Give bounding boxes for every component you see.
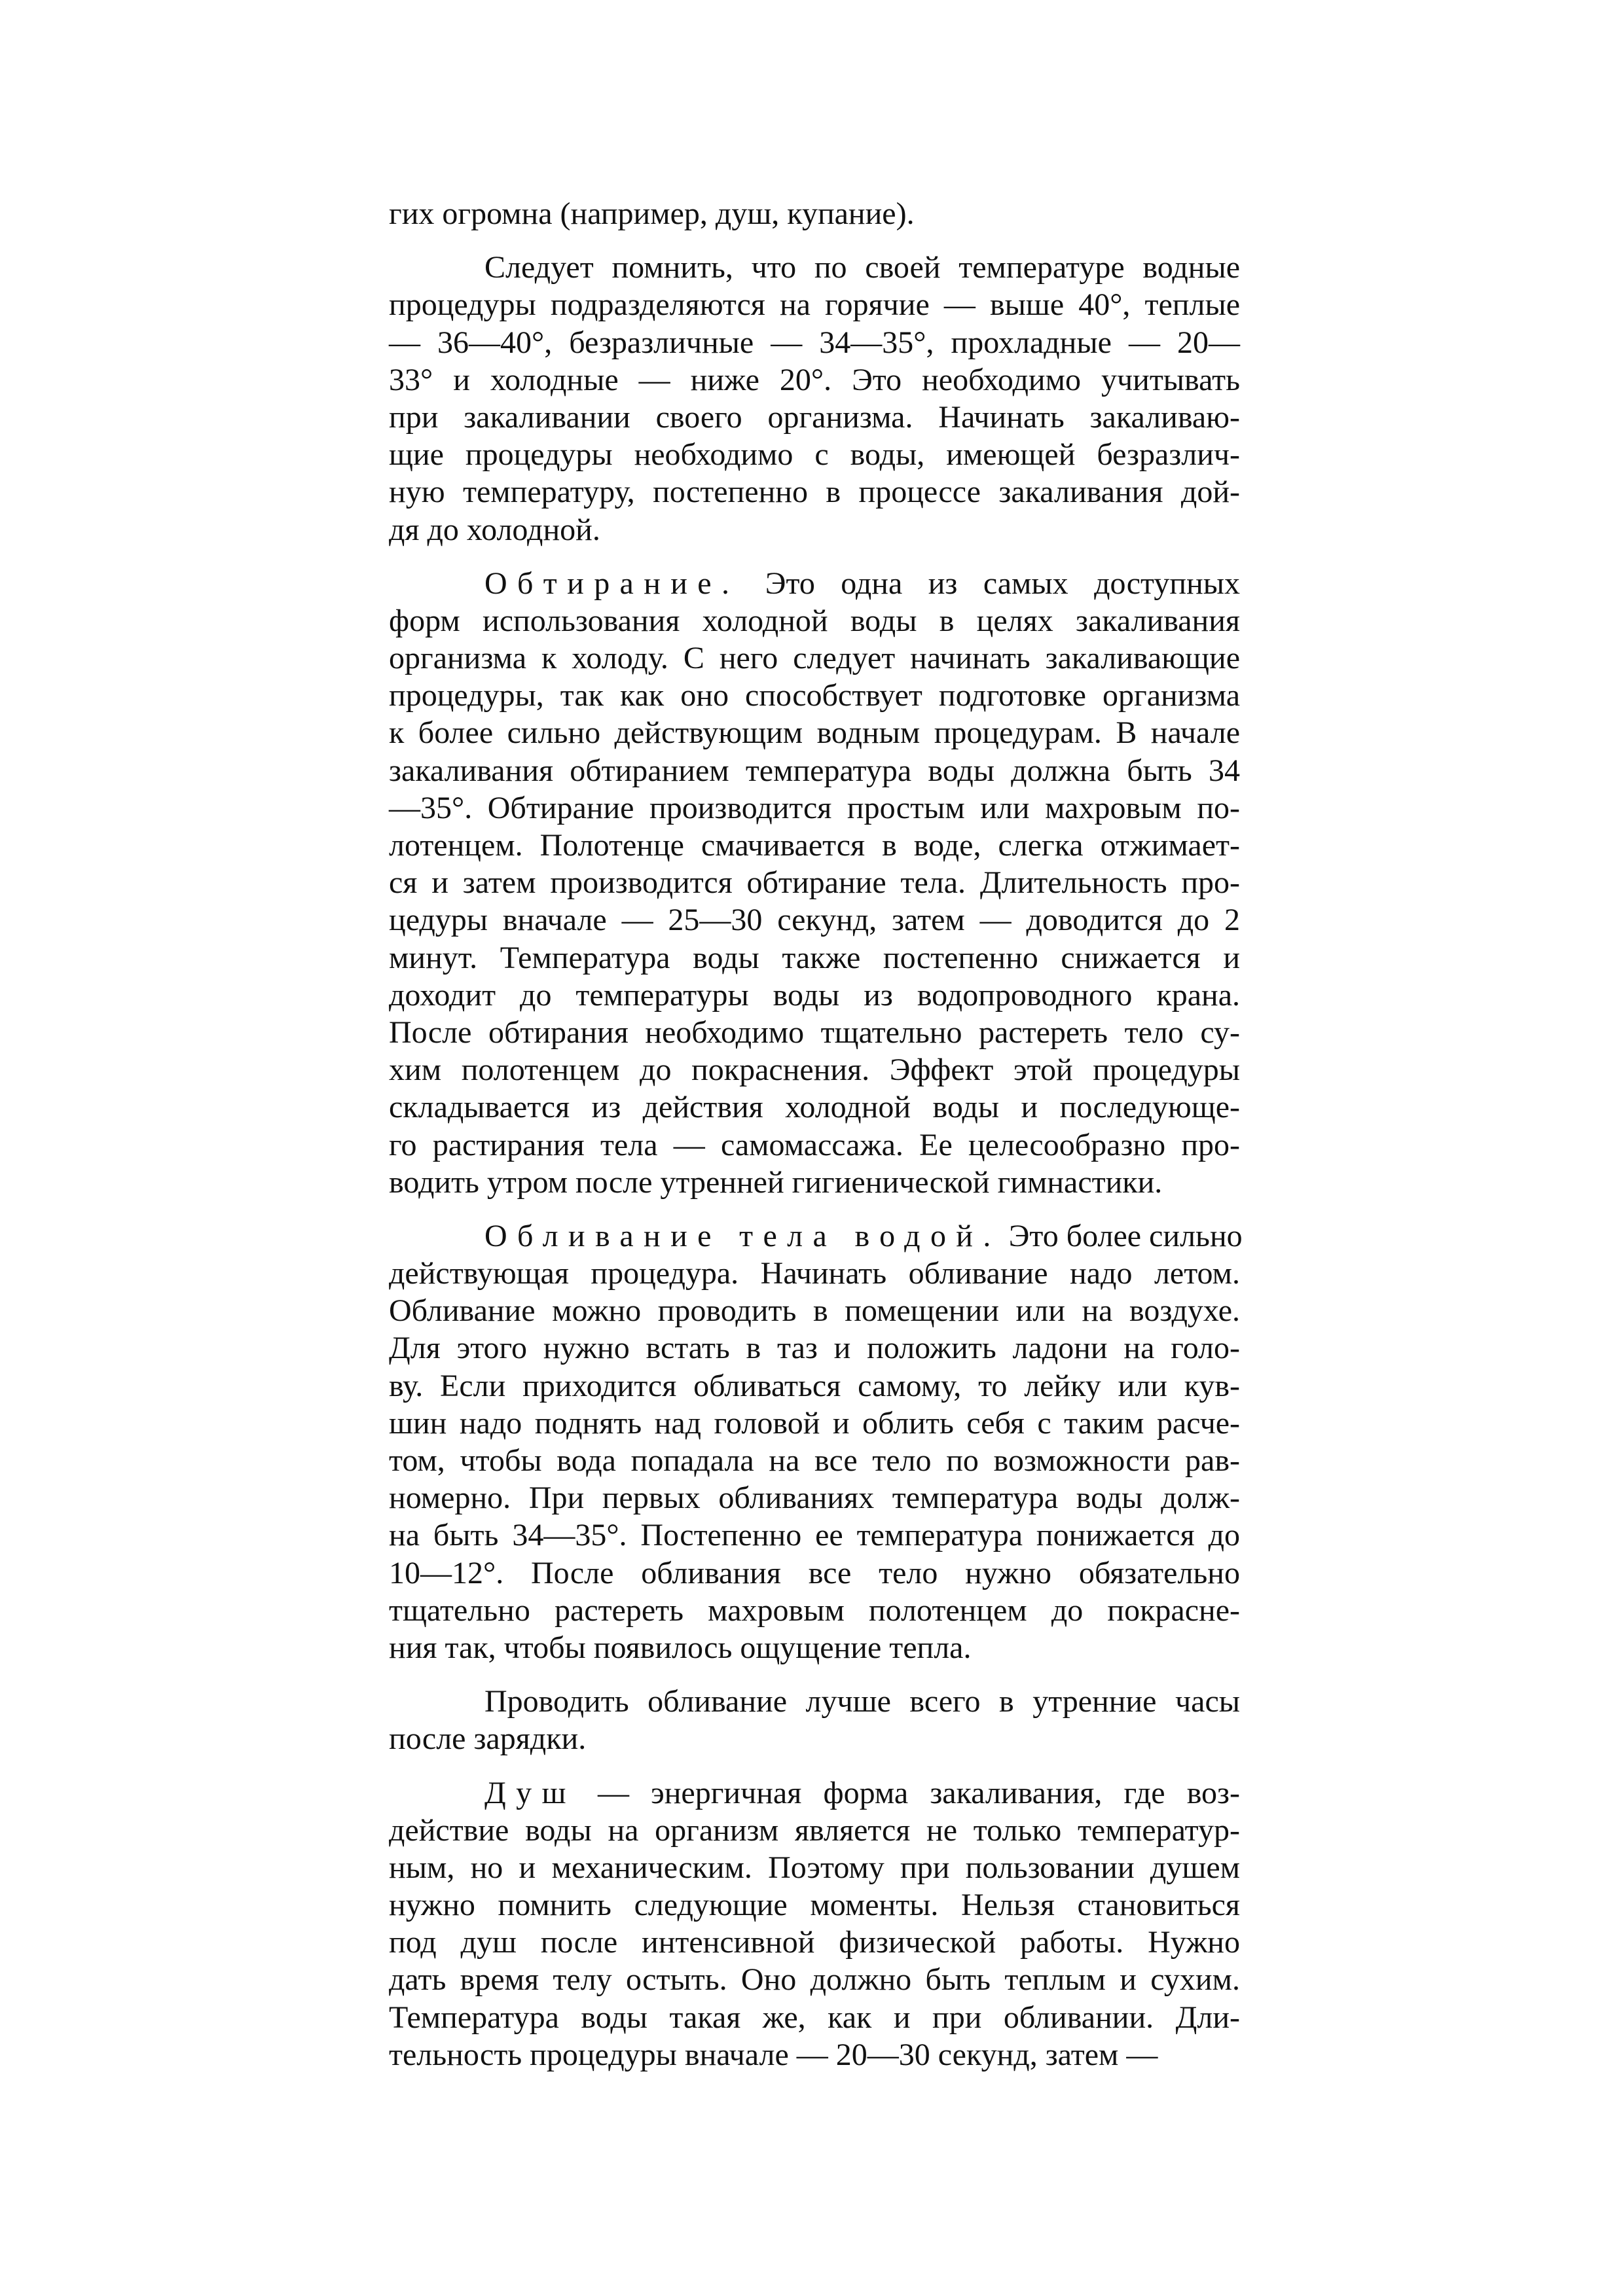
text-line [389,1292,1240,1329]
text-line [389,1051,1240,1088]
line-text: складывается из действия холодной воды и последующе- [389,1090,1240,1125]
text-line [389,1774,1240,1812]
text-line [389,2036,1240,2073]
text-line [389,1849,1240,1886]
term-heading: Обтирание. [484,565,740,601]
line-text: минут. Температура воды также постепенно снижается и [389,940,1240,975]
line-text: 33° и холодные — ниже 20°. Это необходимо учитывать [389,362,1240,397]
text-line [389,1683,1240,1720]
line-text: Это одна из самых доступных [739,565,1240,601]
text-line [389,249,1240,286]
line-text: Следует помнить, что по своей температуре водные [484,250,1240,285]
paragraph-gap [389,1201,1240,1217]
text-line [389,864,1240,901]
line-text: номерно. При первых обливаниях температура воды долж- [389,1480,1240,1516]
line-text: щие процедуры необходимо с воды, имеющей безразлич- [389,437,1240,473]
paragraph-gap [389,548,1240,565]
text-line [389,1961,1240,1998]
text-line [389,1720,1240,1757]
text-line [389,1554,1240,1592]
line-text: Обливание можно проводить в помещении или на воздухе. [389,1293,1240,1329]
line-text: водить утром после утренней гигиенической гимнастики. [389,1164,1163,1200]
text-line [389,286,1240,323]
line-text: цедуры вначале — 25—30 секунд, затем — доводится до 2 [389,903,1240,938]
text-line [389,639,1240,677]
text-line [389,714,1240,751]
line-text: доходит до температуры воды из водопроводного крана. [389,977,1240,1013]
line-text: шин надо поднять над головой и облить себя с таким расче- [389,1405,1240,1441]
line-text: действующая процедура. Начинать обливание надо летом. [389,1256,1240,1291]
line-text: гих огромна (например, душ, купание). [389,196,915,231]
line-text: ся и затем производится обтирание тела. Длительность про- [389,865,1240,901]
text-line [389,1014,1240,1051]
line-text: — 36—40°, безразличные — 34—35°, прохладные — 20— [389,325,1240,360]
text-line [389,1886,1240,1924]
line-text: лотенцем. Полотенце смачивается в воде, слегка отжимает- [389,828,1240,863]
line-text: Это более сильно [1000,1218,1243,1253]
line-text: к более сильно действующим водным процедурам. В начале [389,715,1240,751]
text-line [389,1329,1240,1367]
paragraph-dush [389,1774,1240,2074]
line-text: —35°. Обтирание производится простым или махровым по- [389,790,1240,825]
term-heading: Обливание телa водой. [484,1218,1001,1253]
line-text: под душ после интенсивной физической работы. Нужно [389,1925,1240,1960]
line-text: Проводить обливание лучше всего в утренние часы [484,1684,1240,1719]
line-text: хим полотенцем до покраснения. Эффект этой процедуры [389,1052,1240,1088]
line-text: на быть 34—35°. Постепенно ее температура понижается до [389,1518,1240,1553]
text-line [389,1367,1240,1405]
paragraph-gap [389,1666,1240,1683]
line-text: после зарядки. [389,1721,587,1757]
text-line [389,1629,1240,1666]
text-line [389,511,1240,548]
line-text: ния так, чтобы появилось ощущение тепла. [389,1630,972,1665]
text-line [389,1516,1240,1554]
paragraph-temperature [389,249,1240,548]
text-line [389,939,1240,977]
text-line [389,1812,1240,1849]
text-line [389,1088,1240,1126]
text-line [389,827,1240,864]
paragraph-intro-tail [389,195,1240,232]
line-text: — энергичная форма закаливания, где воз- [575,1775,1240,1810]
text-line [389,1999,1240,2036]
text-line [389,602,1240,639]
text-line [389,1217,1243,1255]
paragraph-gap [389,1758,1240,1774]
line-text: дать время телу остыть. Оно должно быть теплым и сухим. [389,1962,1240,1998]
text-line [389,399,1240,436]
text-line [389,436,1240,473]
line-text: тщательно растереть махровым полотенцем до покрасне- [389,1592,1240,1628]
body-text [389,195,1243,2073]
line-text: ную температуру, постепенно в процессе закаливания дой- [389,475,1240,510]
line-text: После обтирания необходимо тщательно растереть тело су- [389,1014,1240,1050]
text-line [389,565,1240,602]
line-text: нужно помнить следующие моменты. Нельзя становиться [389,1888,1240,1923]
text-line [389,677,1240,714]
text-line [389,752,1240,789]
text-line [389,361,1240,399]
term-heading: Душ [484,1775,576,1810]
text-line [389,977,1240,1014]
text-line [389,1592,1240,1629]
line-text: 10—12°. После обливания все тело нужно обязательно [389,1555,1240,1590]
line-text: ву. Если приходится обливаться самому, то лейку или кув- [389,1368,1240,1403]
text-line [389,1164,1240,1201]
paragraph-obtiranie [389,565,1240,1201]
text-line [389,1924,1240,1961]
line-text: Для этого нужно встать в таз и положить ладони на голо- [389,1331,1240,1366]
text-line [389,1126,1240,1164]
line-text: процедуры, так как оно способствует подготовке организма [389,678,1240,713]
text-line [389,789,1240,827]
text-line [389,324,1240,361]
line-text: Температура воды такая же, как и при обливании. Дли- [389,2000,1240,2035]
line-text: форм использования холодной воды в целях закаливания [389,603,1240,638]
text-line [389,1255,1240,1292]
line-text: организма к холоду. С него следует начинать закаливающие [389,641,1240,676]
line-text: том, чтобы вода попадала на все тело по возможности рав- [389,1443,1240,1478]
line-text: тельность процедуры вначале — 20—30 секунд, затем — [389,2037,1158,2072]
line-text: ным, но и механическим. Поэтому при пользовании душем [389,1850,1240,1885]
text-line [389,473,1240,511]
line-text: процедуры подразделяются на горячие — выше 40°, теплые [389,287,1240,323]
paragraph-oblivanie [389,1217,1243,1666]
text-line [389,1479,1240,1516]
text-line [389,1442,1240,1479]
text-line [389,195,1240,232]
line-text: закаливания обтиранием температура воды должна быть 34 [389,753,1240,788]
line-text: действие воды на организм является не только температур- [389,1812,1240,1848]
line-text: дя до холодной. [389,512,600,547]
line-text: го растирания тела — самомассажа. Ее целесообразно про- [389,1127,1240,1162]
paragraph-gap [389,232,1240,249]
text-line [389,1405,1240,1442]
line-text: при закаливании своего организма. Начинать закаливаю- [389,399,1240,435]
paragraph-morning [389,1683,1240,1757]
text-line [389,901,1240,939]
